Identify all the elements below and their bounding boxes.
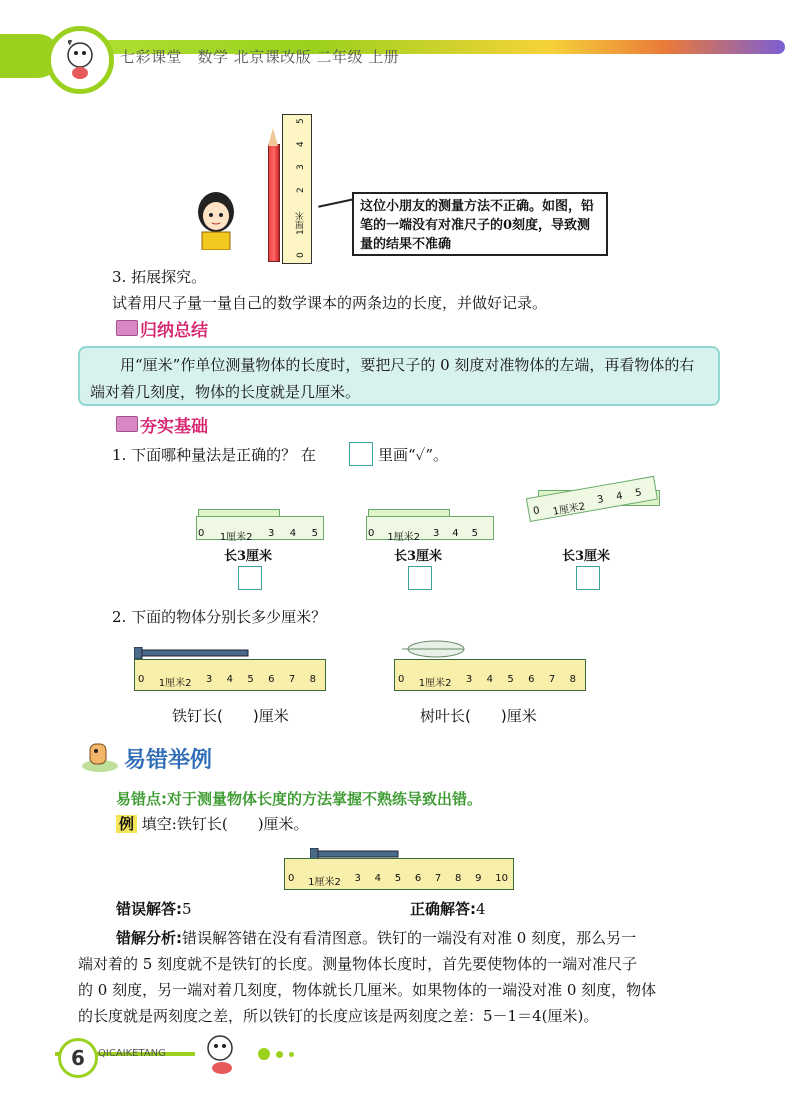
example-ruler-labels: 0 1厘米2 3 4 5 6 7 8 9 10 — [288, 873, 508, 888]
analysis — [116, 925, 726, 951]
nail-ruler-labels: 0 1厘米2 3 4 5 6 7 8 — [138, 674, 316, 689]
mistake-title: 易错举例 — [124, 748, 213, 773]
ruler-option-3-labels: 0 1厘米2 3 4 5 — [532, 487, 643, 518]
footer-dot — [258, 1048, 270, 1060]
right-answer — [410, 898, 486, 919]
pencil-box-icon — [116, 320, 138, 336]
header-title: 七彩课堂 数学 北京课改版 二年级 上册 — [120, 48, 400, 66]
nail-illustration — [134, 647, 254, 659]
analysis-label: 错解分析: — [116, 929, 182, 947]
option-2-checkbox[interactable] — [408, 566, 432, 590]
leaf-illustration — [398, 639, 468, 659]
section3-text: 试着用尺子量一量自己的数学课本的两条边的长度，并做好记录。 — [112, 294, 548, 312]
footer-brand: QICAIKETANG — [98, 1048, 166, 1059]
q2-text: 2. 下面的物体分别长多少厘米？ — [112, 608, 327, 626]
footer-dot — [289, 1052, 294, 1057]
mascot-logo — [46, 26, 114, 94]
summary-box — [78, 346, 720, 406]
analysis-cont — [78, 951, 728, 1029]
mistake-point-label: 易错点: — [116, 790, 167, 808]
girl-illustration — [188, 190, 244, 250]
summary-text: 用“厘米”作单位测量物体的长度时，要把尺子的 0 刻度对准物体的左端，再看物体的右端对着几刻度，物体的长度就是几厘米。 — [90, 356, 695, 401]
q1-prefix: 1. 下面哪种量法是正确的？ 在 — [112, 446, 316, 464]
analysis-line-4: 的长度就是两刻度之差，所以铁钉的长度应该是两刻度之差：5－1＝4(厘米)。 — [78, 1007, 599, 1025]
mistake-point-text: 对于测量物体长度的方法掌握不熟练导致出错。 — [167, 790, 483, 808]
ruler-option-2-labels: 0 1厘米2 3 4 5 — [368, 528, 478, 543]
leaf-answer: 树叶长( )厘米 — [420, 707, 537, 725]
example-text: 填空:铁钉长( )厘米。 — [141, 815, 309, 833]
option-1-caption: 长3厘米 — [224, 549, 273, 564]
callout-pointer — [318, 198, 354, 207]
option-3-caption: 长3厘米 — [562, 549, 611, 564]
option-3-checkbox[interactable] — [576, 566, 600, 590]
mascot-footer — [198, 1030, 246, 1078]
pen-icon — [80, 738, 120, 774]
summary-label: 归纳总结 — [140, 321, 208, 341]
pencil — [268, 144, 280, 262]
pencil-box-icon — [116, 416, 138, 432]
right-label: 正确解答: — [410, 900, 476, 918]
page-number: 6 — [58, 1038, 98, 1078]
pencil-tip — [268, 128, 278, 146]
vertical-ruler-labels: 0 1厘米 2 3 4 5 — [296, 118, 306, 258]
example-line — [116, 813, 309, 834]
footer-dot — [276, 1051, 283, 1058]
analysis-line-1: 错解分析:错误解答错在没有看清图意。铁钉的一端没有对准 0 刻度，那么另一 — [116, 929, 637, 947]
callout-box: 这位小朋友的测量方法不正确。如图，铅笔的一端没有对准尺子的0刻度，导致测量的结果不准确 — [352, 192, 608, 256]
leaf-ruler-labels: 0 1厘米2 3 4 5 6 7 8 — [398, 674, 576, 689]
q1-suffix: 里画“✓”。 — [378, 446, 449, 464]
ruler-option-3 — [526, 476, 658, 522]
basics-label: 夯实基础 — [140, 417, 208, 437]
option-1-checkbox[interactable] — [238, 566, 262, 590]
wrong-label: 错误解答: — [116, 900, 182, 918]
inline-answer-box — [349, 442, 373, 466]
example-tag: 例 — [116, 815, 137, 833]
wrong-answer — [116, 898, 192, 919]
analysis-line-3: 的 0 刻度，另一端对着几刻度，物体就长几厘米。如果物体的一端没对准 0 刻度，物体 — [78, 981, 657, 999]
ruler-option-1-labels: 0 1厘米2 3 4 5 — [198, 528, 318, 543]
analysis-line-2: 端对着的 5 刻度就不是铁钉的长度。测量物体长度时，首先要使物体的一端对准尺子 — [78, 955, 638, 973]
mistake-point — [116, 788, 482, 809]
option-2-caption: 长3厘米 — [394, 549, 443, 564]
right-value: 4 — [476, 900, 486, 918]
nail-answer: 铁钉长( )厘米 — [172, 707, 289, 725]
wrong-value: 5 — [182, 900, 192, 918]
section3-heading: 3. 拓展探究。 — [112, 268, 207, 286]
